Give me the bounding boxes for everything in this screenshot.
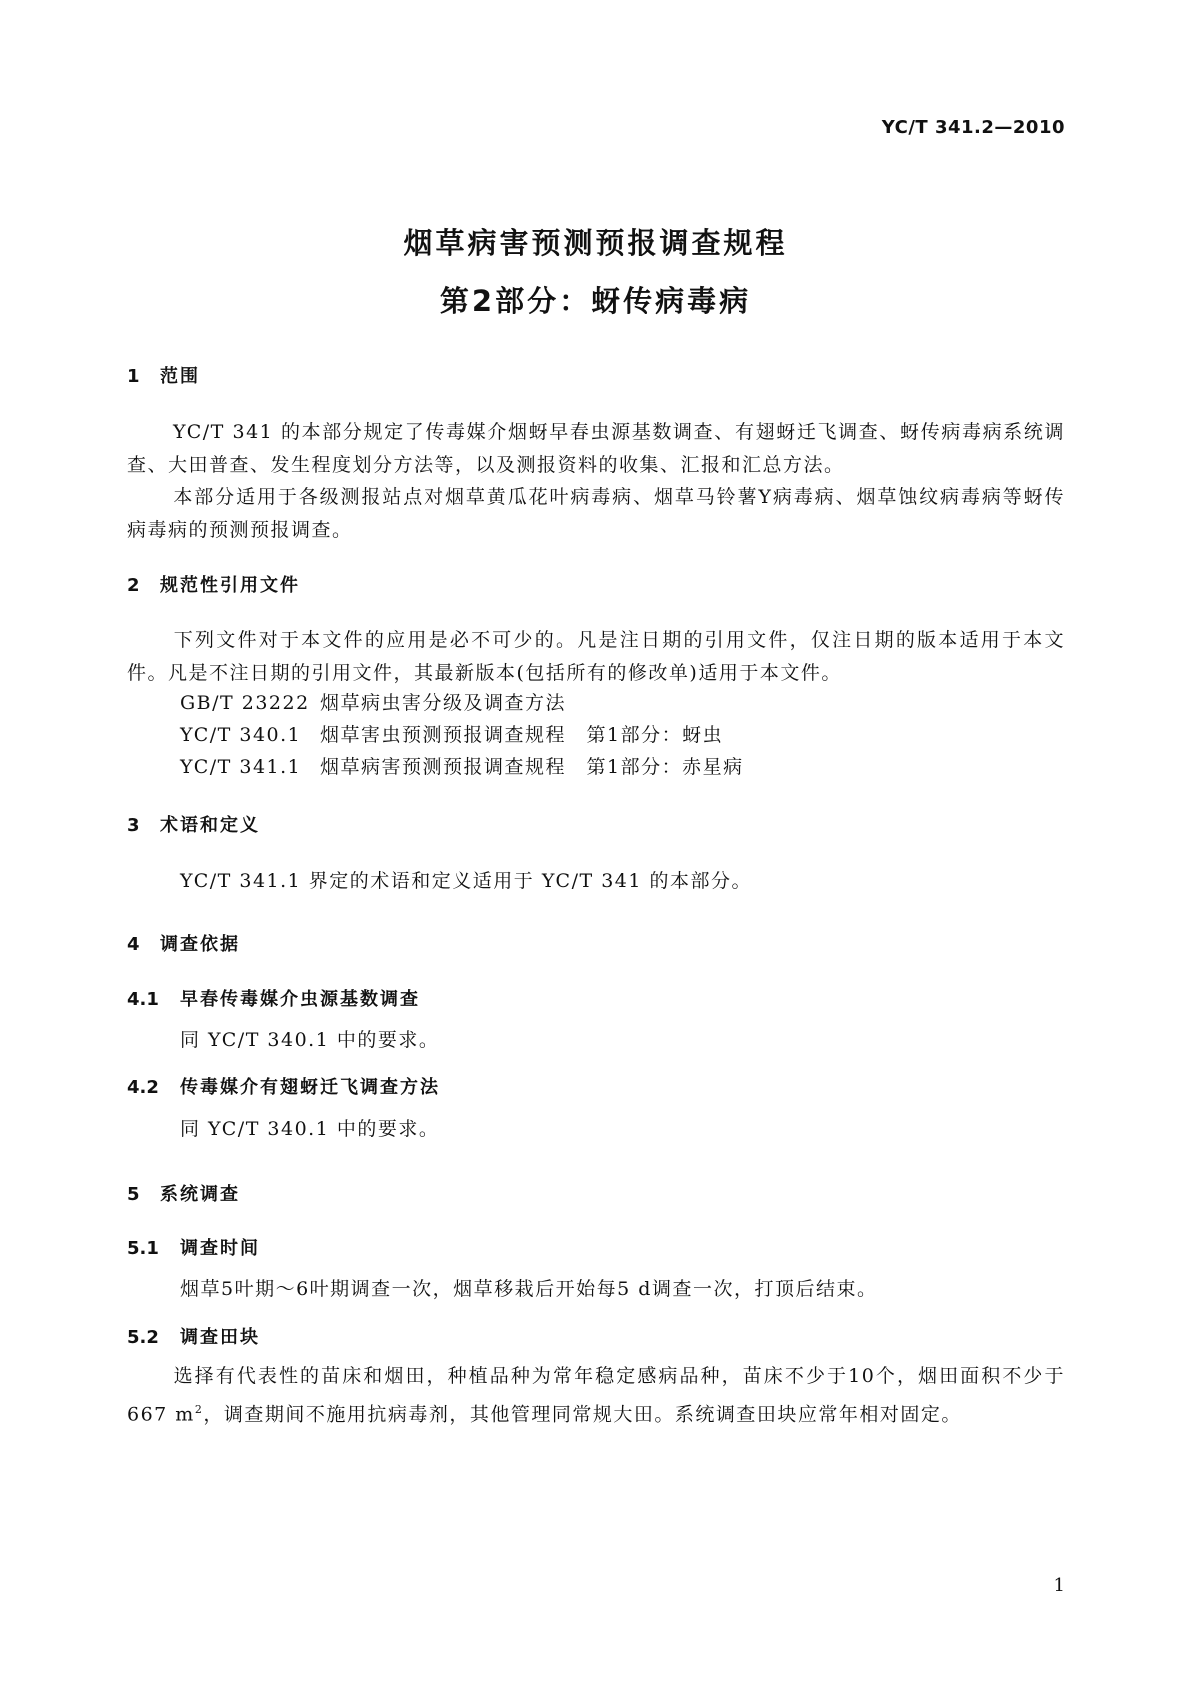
section-title: 调查依据 xyxy=(160,934,240,955)
paragraph-text: 下列文件对于本文件的应用是必不可少的。凡是注日期的引用文件，仅注日期的版本适用于本文件。凡是不注日期的引用文件，其最新版本(包括所有的修改单)适用于本文件。 xyxy=(127,629,1065,684)
section-title: 调查田块 xyxy=(180,1327,260,1348)
section-number: 4.2 xyxy=(127,1077,159,1098)
superscript: 2 xyxy=(194,1403,204,1416)
section-title: 调查时间 xyxy=(180,1238,260,1259)
page-number: 1 xyxy=(1053,1575,1065,1596)
section-5-2-heading xyxy=(127,1323,260,1349)
section-3-paragraph-1: YC/T 341.1 界定的术语和定义适用于 YC/T 341 的本部分。 xyxy=(180,870,752,892)
section-number: 3 xyxy=(127,815,140,836)
section-number: 2 xyxy=(127,575,140,596)
reference-item xyxy=(180,720,723,747)
section-title: 早春传毒媒介虫源基数调查 xyxy=(180,989,420,1010)
section-4-1-heading xyxy=(127,985,420,1011)
section-5-heading xyxy=(127,1180,240,1206)
section-title: 系统调查 xyxy=(160,1184,240,1205)
section-2-paragraph-1 xyxy=(127,624,1065,690)
section-title: 术语和定义 xyxy=(160,815,260,836)
paragraph-text: ，调查期间不施用抗病毒剂，其他管理同常规大田。系统调查田块应常年相对固定。 xyxy=(203,1403,962,1426)
document-title: 烟草病害预测预报调查规程 xyxy=(403,226,788,260)
standard-code: YC/T 341.2—2010 xyxy=(881,117,1065,138)
section-number: 4 xyxy=(127,934,140,955)
section-4-heading xyxy=(127,930,240,956)
section-number: 5.2 xyxy=(127,1327,159,1348)
section-5-2-paragraph xyxy=(127,1360,1065,1431)
reference-title: 烟草病害预测预报调查规程 第1部分：赤星病 xyxy=(320,756,744,778)
paragraph-text: YC/T 341 的本部分规定了传毒媒介烟蚜早春虫源基数调查、有翅蚜迁飞调查、蚜传病毒病系统调查、大田普查、发生程度划分方法等，以及测报资料的收集、汇报和汇总方法。 xyxy=(127,421,1065,476)
reference-item xyxy=(180,752,744,779)
paragraph-text: 本部分适用于各级测报站点对烟草黄瓜花叶病毒病、烟草马铃薯Y病毒病、烟草蚀纹病毒病等蚜传病毒病的预测预报调查。 xyxy=(127,486,1065,541)
section-title: 范围 xyxy=(160,366,200,387)
document-subtitle: 第2部分：蚜传病毒病 xyxy=(439,284,752,318)
section-1-paragraph-1 xyxy=(127,416,1065,482)
section-number: 4.1 xyxy=(127,989,159,1010)
section-5-1-heading xyxy=(127,1234,260,1260)
section-1-heading xyxy=(127,362,200,388)
section-1-paragraph-2 xyxy=(127,481,1065,547)
section-title: 规范性引用文件 xyxy=(160,575,300,596)
section-3-heading xyxy=(127,811,260,837)
reference-item xyxy=(180,688,566,715)
reference-code: GB/T 23222 xyxy=(180,692,310,714)
section-title: 传毒媒介有翅蚜迁飞调查方法 xyxy=(180,1077,440,1098)
section-number: 1 xyxy=(127,366,140,387)
section-2-heading xyxy=(127,571,300,597)
reference-code: YC/T 341.1 xyxy=(180,756,302,778)
paragraph-text: 选择有代表性的苗床和烟田，种植品种为常年稳定感病品种，苗床不少于10个，烟田面积不少于667 m xyxy=(127,1365,1065,1426)
section-4-2-heading xyxy=(127,1073,440,1099)
reference-title: 烟草病虫害分级及调查方法 xyxy=(320,692,567,714)
section-5-1-paragraph: 烟草5叶期～6叶期调查一次，烟草移栽后开始每5 d调查一次，打顶后结束。 xyxy=(180,1278,878,1300)
section-4-1-paragraph: 同 YC/T 340.1 中的要求。 xyxy=(180,1029,440,1051)
section-number: 5 xyxy=(127,1184,140,1205)
section-4-2-paragraph: 同 YC/T 340.1 中的要求。 xyxy=(180,1118,440,1140)
reference-title: 烟草害虫预测预报调查规程 第1部分：蚜虫 xyxy=(320,724,724,746)
section-number: 5.1 xyxy=(127,1238,159,1259)
reference-code: YC/T 340.1 xyxy=(180,724,302,746)
